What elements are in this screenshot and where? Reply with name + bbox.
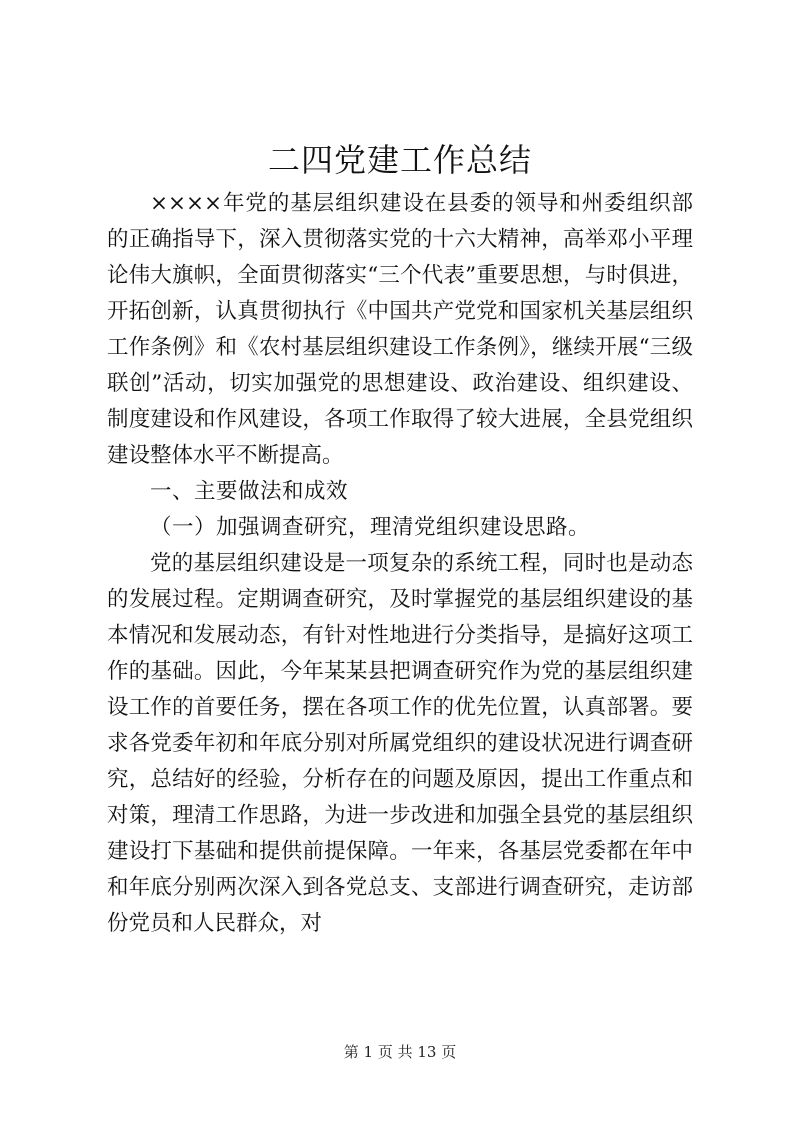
subsection-heading: （一）加强调查研究，理清党组织建设思路。: [150, 515, 591, 540]
document-title: 二四党建工作总结: [267, 141, 532, 179]
document-body: [107, 186, 693, 942]
intro-paragraph: ××××年党的基层组织建设在县委的领导和州委组织部的正确指导下，深入贯彻落实党的十六大精神，高举邓小平理论伟大旗帜，全面贯彻落实“三个代表”重要思想，与时俱进，开拓创新，认真贯彻执行《中国共产党党和国家机关基层组织工作条例》和《农村基层组织建设工作条例》，继续开展“三级联创”活动，切实加强党的思想建设、政治建设、组织建设、制度建设和作风建设，各项工作取得了较大进展，全县党组织建设整体水平不断提高。: [107, 191, 693, 468]
page-footer: 第 1 页 共 13 页: [343, 1043, 457, 1061]
section-heading: 一、主要做法和成效: [150, 479, 349, 504]
body-paragraph: 党的基层组织建设是一项复杂的系统工程，同时也是动态的发展过程。定期调查研究，及时掌握党的基层组织建设的基本情况和发展动态，有针对性地进行分类指导，是搞好这项工作的基础。因此，今年某某县把调查研究作为党的基层组织建设工作的首要任务，摆在各项工作的优先位置，认真部署。要求各党委年初和年底分别对所属党组织的建设状况进行调查研究，总结好的经验，分析存在的问题及原因，提出工作重点和对策，理清工作思路，为进一步改进和加强全县党的基层组织建设打下基础和提供前提保障。一年来，各基层党委都在年中和年底分别两次深入到各党总支、支部进行调查研究，走访部份党员和人民群众，对: [107, 551, 693, 936]
